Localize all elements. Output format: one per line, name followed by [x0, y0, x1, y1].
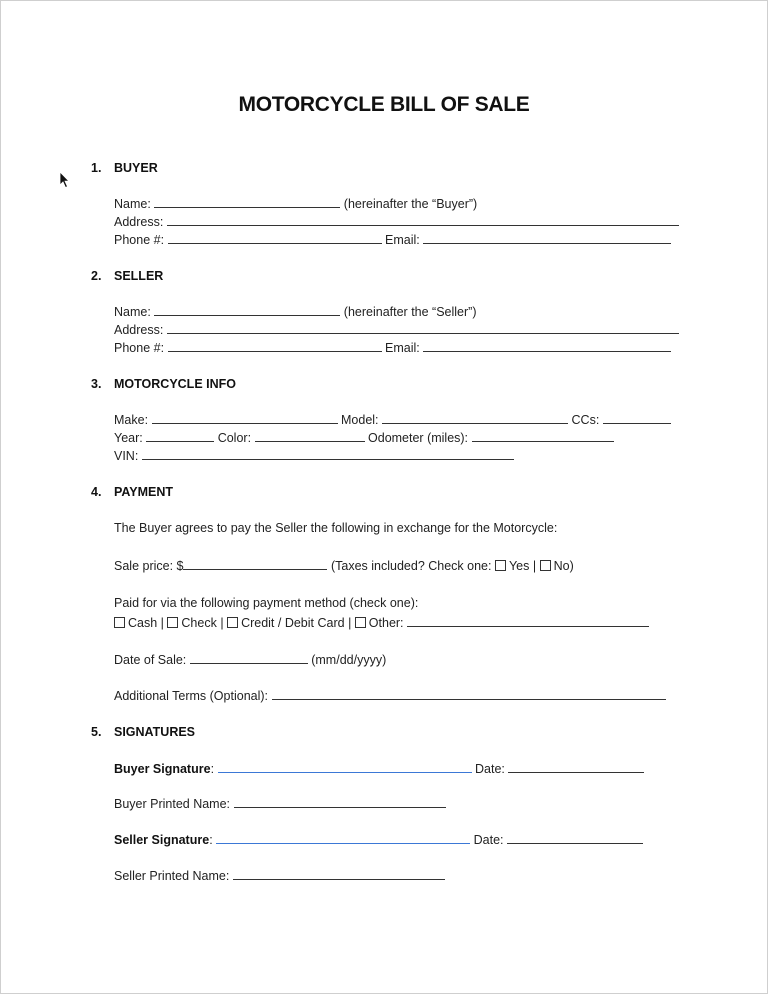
seller-printed-name-row: [114, 868, 445, 884]
check-label: Check: [181, 616, 217, 630]
section-heading-seller: [91, 268, 163, 284]
section-heading-payment: [91, 484, 173, 500]
buyer-email-field[interactable]: [423, 232, 671, 244]
seller-printed-name-label: Seller Printed Name:: [114, 869, 230, 883]
address-label: Address:: [114, 215, 164, 229]
ccs-field[interactable]: [603, 412, 671, 424]
sale-price-row: [114, 558, 574, 574]
buyer-printed-name-row: [114, 796, 446, 812]
section-number: 3.: [91, 377, 102, 391]
phone-label: Phone #:: [114, 341, 165, 355]
vin-field[interactable]: [142, 448, 514, 460]
buyer-name-row: [114, 196, 477, 212]
ccs-label: CCs:: [571, 413, 600, 427]
colon: :: [210, 762, 215, 776]
additional-terms-row: [114, 688, 666, 704]
phone-label: Phone #:: [114, 233, 165, 247]
section-title: MOTORCYCLE INFO: [114, 377, 236, 391]
motorcycle-year-row: [114, 430, 614, 446]
seller-printed-name-field[interactable]: [233, 868, 445, 880]
section-number: 1.: [91, 161, 102, 175]
make-field[interactable]: [152, 412, 338, 424]
section-heading-buyer: [91, 160, 158, 176]
taxes-question: (Taxes included? Check one:: [330, 559, 492, 573]
seller-signature-date-field[interactable]: [507, 832, 643, 844]
seller-name-row: [114, 304, 477, 320]
address-label: Address:: [114, 323, 164, 337]
section-number: 5.: [91, 725, 102, 739]
date-of-sale-row: [114, 652, 386, 668]
other-method-field[interactable]: [407, 615, 649, 627]
checkbox-icon[interactable]: [355, 617, 366, 628]
buyer-signature-date-field[interactable]: [508, 761, 644, 773]
no-label: No): [553, 559, 574, 573]
colon: :: [209, 833, 213, 847]
mouse-pointer-icon: [59, 171, 71, 189]
separator: |: [348, 616, 352, 630]
seller-address-row: [114, 322, 679, 338]
model-label: Model:: [341, 413, 379, 427]
date-of-sale-label: Date of Sale:: [114, 653, 187, 667]
name-label: Name:: [114, 305, 151, 319]
yes-label: Yes: [508, 559, 530, 573]
buyer-printed-name-label: Buyer Printed Name:: [114, 797, 231, 811]
checkbox-icon[interactable]: [495, 560, 506, 571]
seller-address-field[interactable]: [167, 322, 679, 334]
seller-email-field[interactable]: [423, 340, 671, 352]
checkbox-icon[interactable]: [114, 617, 125, 628]
section-title: SIGNATURES: [114, 725, 196, 739]
buyer-signature-field[interactable]: [218, 761, 472, 773]
additional-terms-field[interactable]: [272, 688, 666, 700]
color-field[interactable]: [255, 430, 365, 442]
buyer-printed-name-field[interactable]: [234, 796, 446, 808]
buyer-phone-field[interactable]: [168, 232, 382, 244]
date-of-sale-field[interactable]: [190, 652, 308, 664]
odometer-field[interactable]: [472, 430, 614, 442]
payment-intro: The Buyer agrees to pay the Seller the following in exchange for the Motorcycle:: [114, 521, 558, 535]
buyer-address-row: [114, 214, 679, 230]
seller-signature-label: Seller Signature: [114, 833, 210, 847]
cash-label: Cash: [128, 616, 158, 630]
seller-contact-row: [114, 340, 671, 356]
vin-label: VIN:: [114, 449, 139, 463]
seller-name-field[interactable]: [154, 304, 340, 316]
motorcycle-vin-row: [114, 448, 514, 464]
motorcycle-make-row: [114, 412, 671, 428]
other-label: Other:: [368, 616, 404, 630]
section-title: BUYER: [114, 161, 158, 175]
buyer-signature-row: [114, 761, 644, 777]
checkbox-icon[interactable]: [167, 617, 178, 628]
name-label: Name:: [114, 197, 151, 211]
buyer-signature-label: Buyer Signature: [114, 762, 211, 776]
section-title: SELLER: [114, 269, 164, 283]
section-heading-motorcycle-info: [91, 376, 236, 392]
seller-phone-field[interactable]: [168, 340, 382, 352]
model-field[interactable]: [382, 412, 568, 424]
buyer-name-field[interactable]: [154, 196, 340, 208]
sale-price-label: Sale price: $: [114, 559, 184, 573]
date-label: Date:: [473, 833, 504, 847]
section-number: 4.: [91, 485, 102, 499]
year-field[interactable]: [146, 430, 214, 442]
separator: |: [220, 616, 224, 630]
year-label: Year:: [114, 431, 143, 445]
document-title: MOTORCYCLE BILL OF SALE: [238, 93, 530, 116]
section-number: 2.: [91, 269, 102, 283]
card-label: Credit / Debit Card: [241, 616, 345, 630]
separator: |: [160, 616, 164, 630]
date-label: Date:: [475, 762, 505, 776]
make-label: Make:: [114, 413, 149, 427]
buyer-designation-note: (hereinafter the “Buyer”): [343, 197, 478, 211]
buyer-address-field[interactable]: [167, 214, 679, 226]
separator: |: [532, 559, 537, 573]
checkbox-icon[interactable]: [540, 560, 551, 571]
payment-method-label: Paid for via the following payment method (check one):: [114, 596, 419, 610]
seller-signature-field[interactable]: [216, 832, 470, 844]
seller-signature-row: [114, 832, 643, 848]
section-title: PAYMENT: [114, 485, 174, 499]
buyer-contact-row: [114, 232, 671, 248]
email-label: Email:: [385, 233, 420, 247]
additional-terms-label: Additional Terms (Optional):: [114, 689, 269, 703]
odometer-label: Odometer (miles):: [368, 431, 469, 445]
section-heading-signatures: [91, 724, 195, 740]
color-label: Color:: [217, 431, 252, 445]
checkbox-icon[interactable]: [227, 617, 238, 628]
email-label: Email:: [385, 341, 420, 355]
sale-price-field[interactable]: [183, 558, 327, 570]
seller-designation-note: (hereinafter the “Seller”): [343, 305, 477, 319]
payment-method-options: [114, 615, 649, 631]
date-format-hint: (mm/dd/yyyy): [311, 653, 387, 667]
